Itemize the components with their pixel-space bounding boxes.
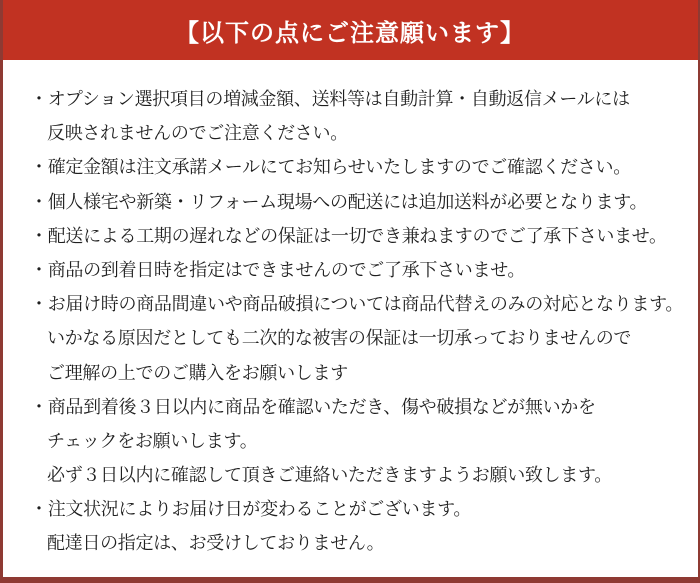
notice-line: 反映されませんのでご注意ください。 xyxy=(47,123,348,144)
notice-line: 必ず３日以内に確認して頂きご連絡いただきますようお願い致します。 xyxy=(47,465,612,486)
notice-line: チェックをお願いします。 xyxy=(47,430,258,451)
notice-line: いかなる原因だとしても二次的な被害の保証は一切承っておりませんので xyxy=(47,328,632,349)
notice-line: ・お届け時の商品間違いや商品破損については商品代替えのみの対応となります。 xyxy=(30,294,684,315)
notice-line: ・オプション選択項目の増減金額、送料等は自動計算・自動返信メールには xyxy=(30,89,630,109)
notice-line: 配達日の指定は、お受けしておりません。 xyxy=(47,533,385,554)
notice-line: ・商品到着後３日以内に商品を確認いただき、傷や破損などが無いかを xyxy=(30,396,596,417)
notice-line: ・確定金額は注文承諾メールにてお知らせいたしますのでご確認ください。 xyxy=(30,157,631,178)
page-title: 【以下の点にご注意願います】 xyxy=(175,19,525,47)
notice-header xyxy=(0,0,700,60)
notice-line: ・個人様宅や新築・リフォーム現場への配送には追加送料が必要となります。 xyxy=(30,191,648,212)
notice-line: ・商品の到着日時を指定はできませんのでご了承下さいませ。 xyxy=(30,259,526,280)
notice-line: ・注文状況によりお届け日が変わることがございます。 xyxy=(30,499,472,520)
notice-list xyxy=(30,82,692,561)
notice-body xyxy=(3,60,698,561)
notice-line: ・配送による工期の遅れなどの保証は一切でき兼ねますのでご了承下さいませ。 xyxy=(30,225,667,246)
notice-line: ご理解の上でのご購入をお願いします xyxy=(47,362,348,383)
